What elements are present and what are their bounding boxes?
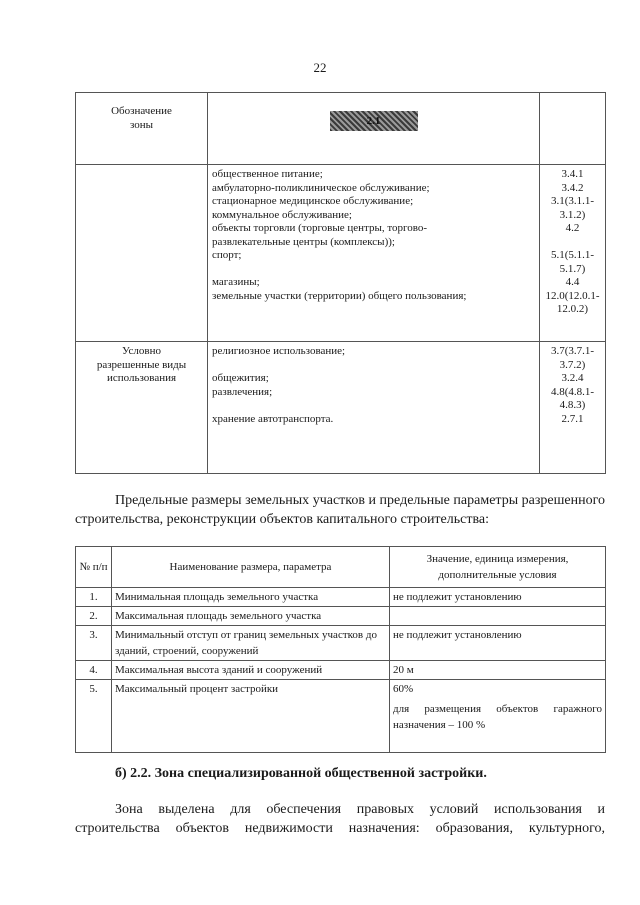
main-uses-row xyxy=(76,165,606,342)
table-row xyxy=(76,680,606,753)
use-code-spacer xyxy=(544,236,601,250)
main-use-item: земельные участки (территории) общего пользования; xyxy=(212,289,467,302)
params-header-row xyxy=(76,547,606,588)
zone-code-hatch: 2.1 xyxy=(330,111,418,131)
row-value xyxy=(390,607,606,626)
row-num: 2. xyxy=(76,607,112,626)
row-value-cell xyxy=(390,680,606,753)
zone-header-empty xyxy=(540,93,606,165)
row-value: 60% xyxy=(393,683,414,695)
section-paragraph: Зона выделена для обеспечения правовых условий использования и строительства объектов недвижимости назначения: образования, культурного, xyxy=(75,802,605,836)
main-use-item: объекты торговли (торговые центры, торгово- xyxy=(212,222,428,234)
page-number: 22 xyxy=(313,60,327,75)
use-code: 3.1(3.1.1- xyxy=(550,195,595,207)
main-use-item: стационарное медицинское обслуживание; xyxy=(212,195,414,207)
row-num: 5. xyxy=(76,680,112,753)
main-codes-cell xyxy=(540,165,606,342)
row-value-note: для размещения объектов гаражного назначения – 100 % xyxy=(393,703,602,731)
use-code: 3.2.4 xyxy=(561,372,584,384)
main-use-spacer xyxy=(212,263,535,277)
table-row xyxy=(76,661,606,680)
conditional-use-item: религиозное использование; xyxy=(212,345,346,357)
row-name: Минимальная площадь земельного участка xyxy=(112,588,390,607)
use-code: 3.7.2) xyxy=(559,358,586,371)
use-code: 3.7(3.7.1- xyxy=(550,345,595,357)
main-uses-label-cell xyxy=(76,165,208,342)
conditional-use-spacer xyxy=(212,359,535,373)
conditional-uses-row xyxy=(76,342,606,474)
row-value: 20 м xyxy=(390,661,606,680)
header-num: № п/п xyxy=(76,547,112,588)
intro-paragraph: Предельные размеры земельных участков и предельные параметры разрешенного строительства, реконструкции объектов капитального строительства: xyxy=(75,493,605,527)
use-code: 4.4 xyxy=(565,276,580,288)
row-num: 3. xyxy=(76,626,112,661)
conditional-codes-cell xyxy=(540,342,606,474)
row-name: Минимальный отступ от границ земельных участков до зданий, строений, сооружений xyxy=(112,626,390,661)
use-code: 3.4.1 xyxy=(561,168,584,180)
header-value: Значение, единица измерения, дополнительные условия xyxy=(390,547,606,588)
main-use-item: амбулаторно-поликлиническое обслуживание; xyxy=(212,181,430,194)
main-use-item: развлекательные центры (комплексы)); xyxy=(212,235,395,248)
row-name: Максимальная площадь земельного участка xyxy=(112,607,390,626)
use-code: 2.7.1 xyxy=(561,412,584,425)
conditional-use-item: развлечения; xyxy=(212,385,273,398)
row-value: не подлежит установлению xyxy=(390,588,606,607)
row-num: 1. xyxy=(76,588,112,607)
use-code: 12.0.2) xyxy=(556,303,589,315)
zone-table xyxy=(75,92,606,474)
use-code: 4.8(4.8.1- xyxy=(550,385,595,398)
conditional-use-spacer xyxy=(212,399,535,413)
use-code: 5.1.7) xyxy=(559,262,586,275)
zone-header-row xyxy=(76,93,606,165)
conditional-use-item: хранение автотранспорта. xyxy=(212,412,334,425)
row-value: не подлежит установлению xyxy=(390,626,606,661)
main-use-item: коммунальное обслуживание; xyxy=(212,208,352,221)
use-code: 4.8.3) xyxy=(559,399,586,411)
table-row xyxy=(76,607,606,626)
header-name: Наименование размера, параметра xyxy=(112,547,390,588)
conditional-uses-cell xyxy=(208,342,540,474)
row-name: Максимальная высота зданий и сооружений xyxy=(112,661,390,680)
conditional-label-cell: Условно разрешенные виды использования xyxy=(76,342,208,474)
zone-code-cell xyxy=(208,93,540,165)
main-uses-cell xyxy=(208,165,540,342)
params-table xyxy=(75,546,606,753)
use-code: 3.4.2 xyxy=(561,181,584,194)
table-row xyxy=(76,626,606,661)
row-name: Максимальный процент застройки xyxy=(112,680,390,753)
use-code: 5.1(5.1.1- xyxy=(550,249,595,261)
main-use-item: общественное питание; xyxy=(212,168,323,180)
conditional-use-item: общежития; xyxy=(212,372,269,384)
main-use-item: магазины; xyxy=(212,276,260,288)
row-num: 4. xyxy=(76,661,112,680)
table-row xyxy=(76,588,606,607)
use-code: 3.1.2) xyxy=(559,208,586,221)
use-code: 12.0(12.0.1- xyxy=(545,289,600,302)
use-code: 4.2 xyxy=(565,222,580,234)
section-title: б) 2.2. Зона специализированной общественной застройки. xyxy=(115,766,487,781)
main-use-item: спорт; xyxy=(212,249,242,261)
zone-header-label: Обозначение зоны xyxy=(76,93,208,165)
